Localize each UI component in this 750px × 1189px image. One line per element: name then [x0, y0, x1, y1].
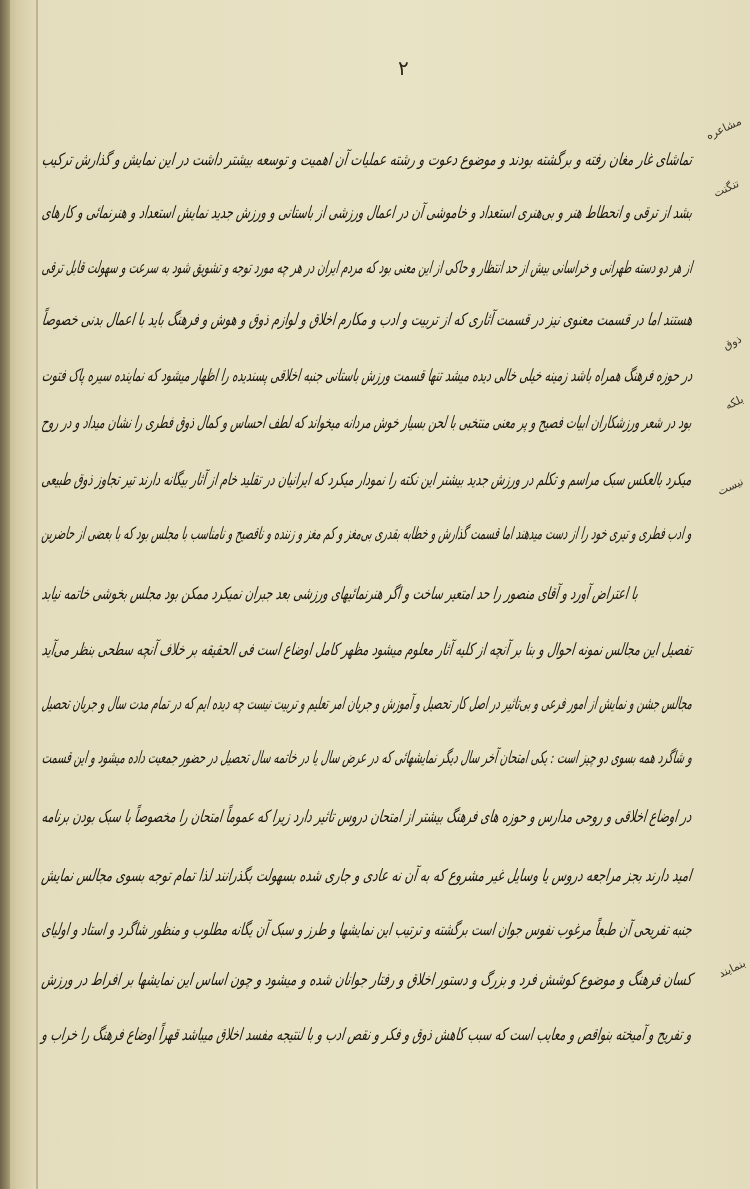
text-line: در حوزه فرهنگ همراه باشد زمینه خیلی خالی دیده میشد تنها قسمت ورزش باستانی جنبه اخلاقی پسندیده را اظهار میشود که نماینده سیره پاک فتوت: [40, 366, 694, 386]
book-binding-edge: [0, 0, 10, 1189]
text-line: از هر دو دسته طهرانی و خراسانی بیش از حد انتظار و حاکی از این معنی بود که مردم ایران در هر چه مورد توجه و تشویق شود به سرعت و سهولت قابل ترقی: [40, 258, 694, 278]
page-crease: [36, 0, 38, 1189]
text-line: تماشای غار مغان رفته و برگشته بودند و موضوع دعوت و رشته عملیات آن اهمیت و توسعه بیشتر داشت در این نمایش و گذارش ترکیب: [40, 150, 694, 170]
text-line: بشد از ترقی و انحطاط هنر و بی‌هنری استعداد و خاموشی آن در اعمال ورزشی از باستانی و ورزش جدید نمایش استعداد و هنرنمائی و کارهای: [40, 203, 694, 223]
text-line: کسان فرهنگ و موضوع کوشش فرد و بزرگ و دستور اخلاق و رفتار جوانان شده و میشود و چون اساس این نمایشها بر افراط در ورزش: [40, 970, 694, 990]
text-line: و تفریح و آمیخته بنواقص و معایب است که سبب کاهش ذوق و فکر و نقص ادب و با لنتیجه مفسد اخلاق میباشد قهراً اوضاع فرهنگ را خراب و: [40, 1025, 694, 1045]
margin-note: بلکه: [723, 392, 746, 413]
text-line: و ادب فطری و تیری خود را از دست میدهند اما قسمت گذارش و خطابه بقدری بی‌مغز و کم مغز و زننده و ناقصیح و نامناسب با مجلس بود که با بعضی از حاضرین: [40, 524, 694, 544]
text-line: بود در شعر ورزشکاران ابیات فصیح و پر معنی منتخبی با لحن بسیار خوش مردانه میخواند که لطف احساس و کمال ذوق فطری را نشان میداد و در روح: [40, 413, 694, 433]
text-line: با اعتراض آورد و آقای منصور را حد امتعیر ساخت و اگر هنرنمائیهای ورزشی بعد جبران نمیکرد ممکن بود مجلس بخوشی خاتمه نیابد: [40, 584, 640, 604]
margin-note: مشاعره: [703, 114, 743, 143]
margin-note: نیست: [715, 474, 746, 499]
text-line: تفصیل این مجالس نمونه احوال و بنا بر آنچه از کلیه آثار معلوم میشود مظهر کامل اوضاع است فی الحقیقه بر خلاف آنچه سطحی بنظر می‌آید: [40, 640, 694, 660]
text-line: مجالس جشن و نمایش از امور فرعی و بی‌تاثیر در اصل کار تحصیل و آموزش و جریان امر تعلیم و تربیت نیست چه دیده ایم که در تمام مدت سال و جریان تحصیل: [40, 694, 694, 714]
text-line: هستند اما در قسمت معنوی نیز در قسمت آثاری که از تربیت و ادب و مکارم اخلاق و لوازم ذوق و هوش و فرهنگ باید با اعمال بدنی خصوصاً: [40, 310, 694, 330]
text-line: و شاگرد همه بسوی دو چیز است : یکی امتحان آخر سال دیگر نمایشهائی که در عرض سال یا در خاتمه سال تحصیل در حضور جمعیت داده میشود و این قسمت: [40, 748, 694, 768]
margin-note: بنمایند: [716, 956, 748, 981]
margin-note: ذوق: [721, 332, 744, 353]
margin-note: تنگنت: [711, 176, 742, 201]
text-line: در اوضاع اخلاقی و روحی مدارس و حوزه های فرهنگ بیشتر از امتحان دروس تاثیر دارد زیرا که عموماً امتحان را مخصوصاً با سبک بودن برنامه: [40, 807, 694, 827]
text-line: جنبه تفریحی آن طبعاً مرغوب نفوس جوان است برگشته و ترتیب این نمایشها و طرز و سبک آن یگانه مطلوب و منظور شاگرد و استاد و اولیای: [40, 920, 694, 940]
text-line: میکرد بالعکس سبک مراسم و تکلم در ورزش جدید بیشتر این نکته را نمودار میکرد که ایرانیان در تقلید خام از آثار بیگانه دارند تیر تجاوز ذوق طبیعی: [40, 470, 694, 490]
page-number: ۲: [398, 56, 409, 80]
text-line: امید دارند بجز مراجعه دروس یا وسایل غیر مشروع که به آن نه عادی و جاری شده بسهولت بگذرانند لذا تمام توجه بسوی مجالس نمایش: [40, 866, 694, 886]
